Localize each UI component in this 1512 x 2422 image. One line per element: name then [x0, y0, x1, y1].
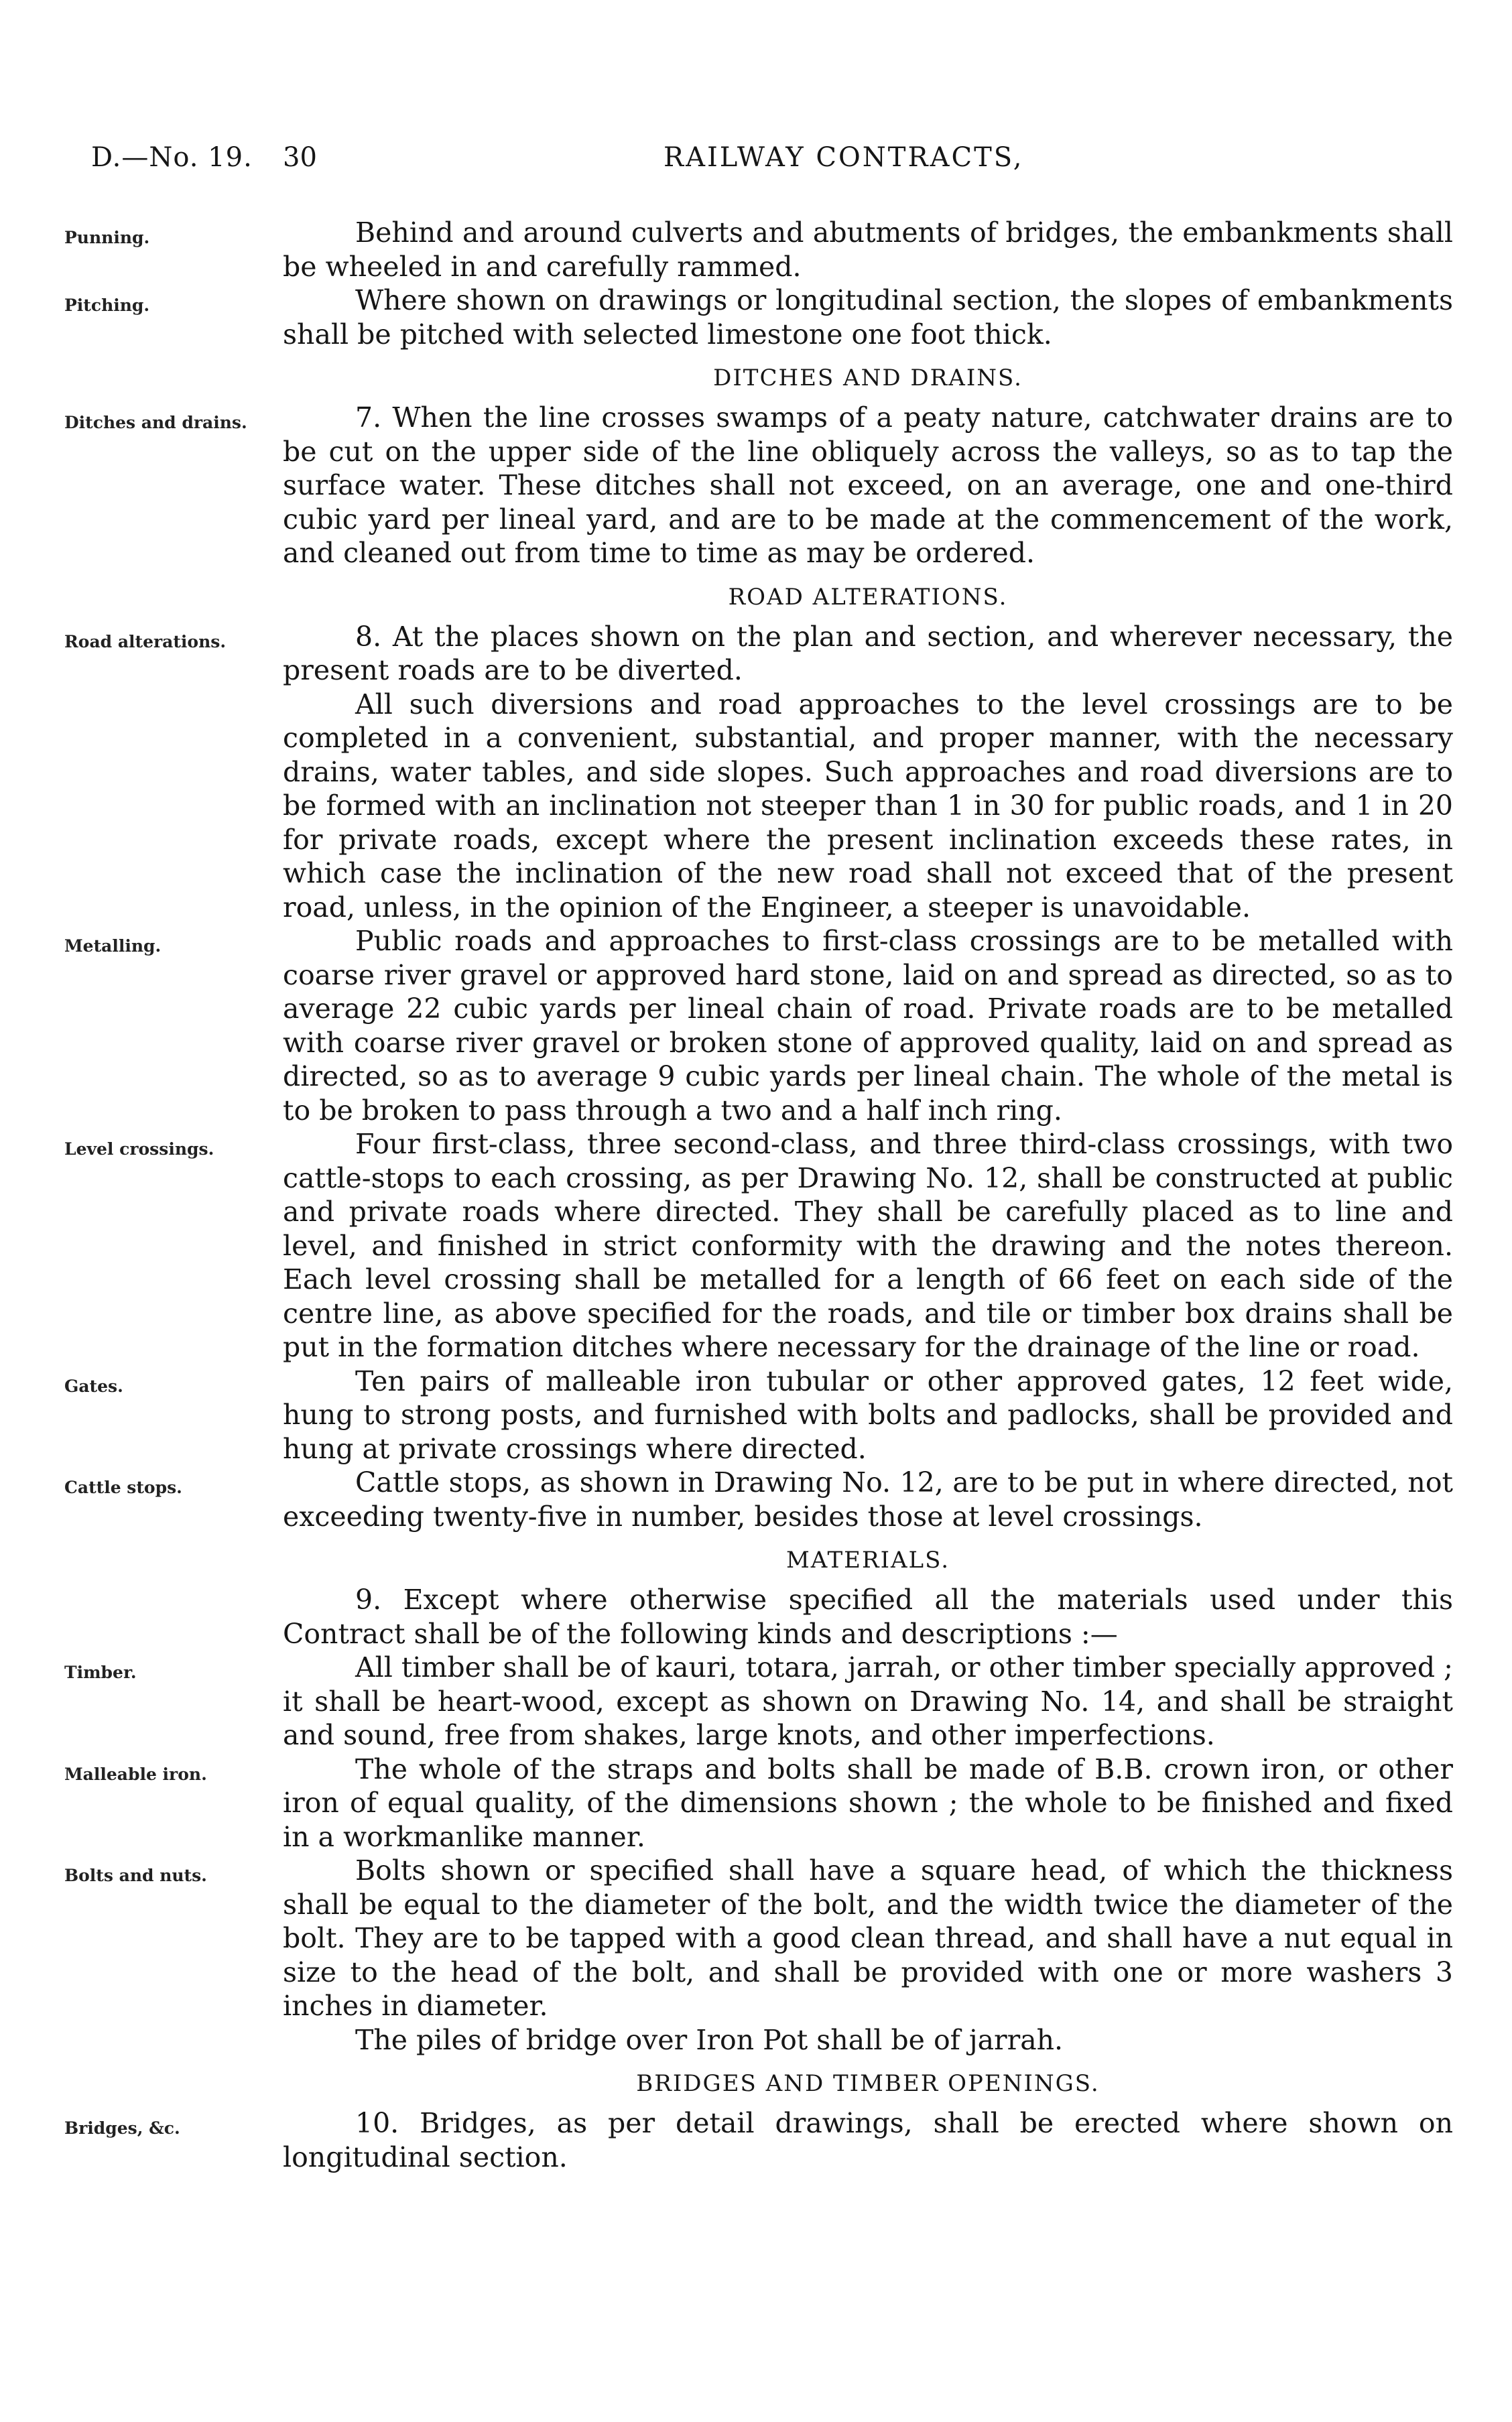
section-heading: MATERIALS.	[785, 1547, 950, 1574]
paragraph	[283, 688, 1453, 925]
paragraph-text: 7. When the line crosses swamps of a peaty nature, catchwater drains are to be cut on the upper side of the line obliquely across the valleys, so as to tap the surface water. These ditches shall not exceed, on an average, one and one-third cubic yard per lineal yard, and are to be made at the commencement of the work, and cleaned out from time to time as may be ordered.	[283, 401, 1453, 569]
margin-note: Punning.	[64, 228, 150, 247]
paragraph-text: Where shown on drawings or longitudinal section, the slopes of embankments shall be pitched with selected limestone one foot thick.	[283, 284, 1453, 350]
page-header	[0, 142, 1512, 182]
paragraph-text: All timber shall be of kauri, totara, jarrah, or other timber specially approved ; it shall be heart-wood, except as shown on Drawing No. 14, and shall be straight and sound, free from shakes, large knots, and other imperfections.	[283, 1651, 1453, 1751]
paragraph	[283, 1583, 1453, 1651]
running-title: RAILWAY CONTRACTS,	[664, 142, 1024, 173]
paragraph	[64, 924, 1453, 1127]
paragraph	[64, 1127, 1453, 1364]
paragraph-text: 8. At the places shown on the plan and section, and wherever necessary, the present roads are to be diverted.	[283, 620, 1453, 686]
paragraph-text: 9. Except where otherwise specified all the materials used under this Contract shall be of the following kinds and descriptions :—	[283, 1584, 1453, 1650]
paragraph-text: The piles of bridge over Iron Pot shall be of jarrah.	[355, 2023, 1064, 2056]
paragraph-text: Ten pairs of malleable iron tubular or other approved gates, 12 feet wide, hung to strong posts, and furnished with bolts and padlocks, shall be provided and hung at private crossings where directed.	[283, 1364, 1453, 1465]
paragraph-text: Behind and around culverts and abutments of bridges, the embankments shall be wheeled in and carefully rammed.	[283, 216, 1453, 283]
margin-note: Level crossings.	[64, 1139, 214, 1159]
margin-note: Malleable iron.	[64, 1764, 207, 1784]
paragraph	[64, 2106, 1453, 2174]
paragraph	[64, 401, 1453, 570]
paragraph	[64, 216, 1453, 283]
paragraph	[64, 1854, 1453, 2023]
paragraph	[64, 1651, 1453, 1752]
margin-note: Ditches and drains.	[64, 413, 247, 432]
paragraph-text: Public roads and approaches to first-class crossings are to be metalled with coarse river gravel or approved hard stone, laid on and spread as directed, so as to average 22 cubic yards per lineal chain of road. Private roads are to be metalled with coarse river gravel or broken stone of approved quality, laid on and spread as directed, so as to average 9 cubic yards per lineal chain. The whole of the metal is to be broken to pass through a two and a half inch ring.	[283, 925, 1453, 1127]
margin-note: Road alterations.	[64, 631, 227, 651]
margin-note: Cattle stops.	[64, 1478, 182, 1497]
paragraph	[283, 2023, 1453, 2057]
margin-note: Gates.	[64, 1376, 123, 1396]
paragraph-text: The whole of the straps and bolts shall be made of B.B. crown iron, or other iron of equal quality, of the dimensions shown ; the whole to be finished and fixed in a workmanlike manner.	[283, 1752, 1453, 1853]
body-text	[64, 216, 1453, 2174]
section-heading: DITCHES AND DRAINS.	[713, 365, 1023, 391]
margin-note: Timber.	[64, 1663, 137, 1682]
margin-note: Metalling.	[64, 936, 162, 956]
paragraph	[64, 283, 1453, 351]
page-number: 30	[283, 142, 317, 173]
margin-note: Bolts and nuts.	[64, 1866, 207, 1885]
paragraph-text: Cattle stops, as shown in Drawing No. 12, are to be put in where directed, not exceeding twenty-five in number, besides those at level crossings.	[283, 1466, 1453, 1533]
margin-note: Bridges, &c.	[64, 2118, 180, 2138]
document-reference: D.—No. 19.	[91, 142, 253, 173]
paragraph	[64, 620, 1453, 688]
paragraph-text: All such diversions and road approaches to the level crossings are to be completed in a convenient, substantial, and proper manner, with the necessary drains, water tables, and side slopes. Such approaches and road diversions are to be formed with an inclination not steeper than 1 in 30 for public roads, and 1 in 20 for private roads, except where the present inclination exceeds these rates, in which case the inclination of the new road shall not exceed that of the present road, unless, in the opinion of the Engineer, a steeper is unavoidable.	[283, 688, 1453, 923]
paragraph	[64, 1364, 1453, 1466]
paragraph	[64, 1466, 1453, 1533]
margin-note: Pitching.	[64, 296, 150, 315]
section-heading: ROAD ALTERATIONS.	[728, 583, 1008, 611]
section-heading: BRIDGES AND TIMBER OPENINGS.	[636, 2070, 1100, 2097]
paragraph-text: Bolts shown or specified shall have a square head, of which the thickness shall be equal to the diameter of the bolt, and the width twice the diameter of the bolt. They are to be tapped with a good clean thread, and shall have a nut equal in size to the head of the bolt, and shall be provided with one or more washers 3 inches in diameter.	[283, 1854, 1453, 2022]
paragraph	[64, 1752, 1453, 1854]
paragraph-text: 10. Bridges, as per detail drawings, shall be erected where shown on longitudinal section.	[283, 2107, 1453, 2173]
paragraph-text: Four first-class, three second-class, and three third-class crossings, with two cattle-stops to each crossing, as per Drawing No. 12, shall be constructed at public and private roads where directed. They shall be carefully placed as to line and level, and finished in strict conformity with the drawing and the notes thereon. Each level crossing shall be metalled for a length of 66 feet on each side of the centre line, as above specified for the roads, and tile or timber box drains shall be put in the formation ditches where necessary for the drainage of the line or road.	[283, 1128, 1453, 1363]
